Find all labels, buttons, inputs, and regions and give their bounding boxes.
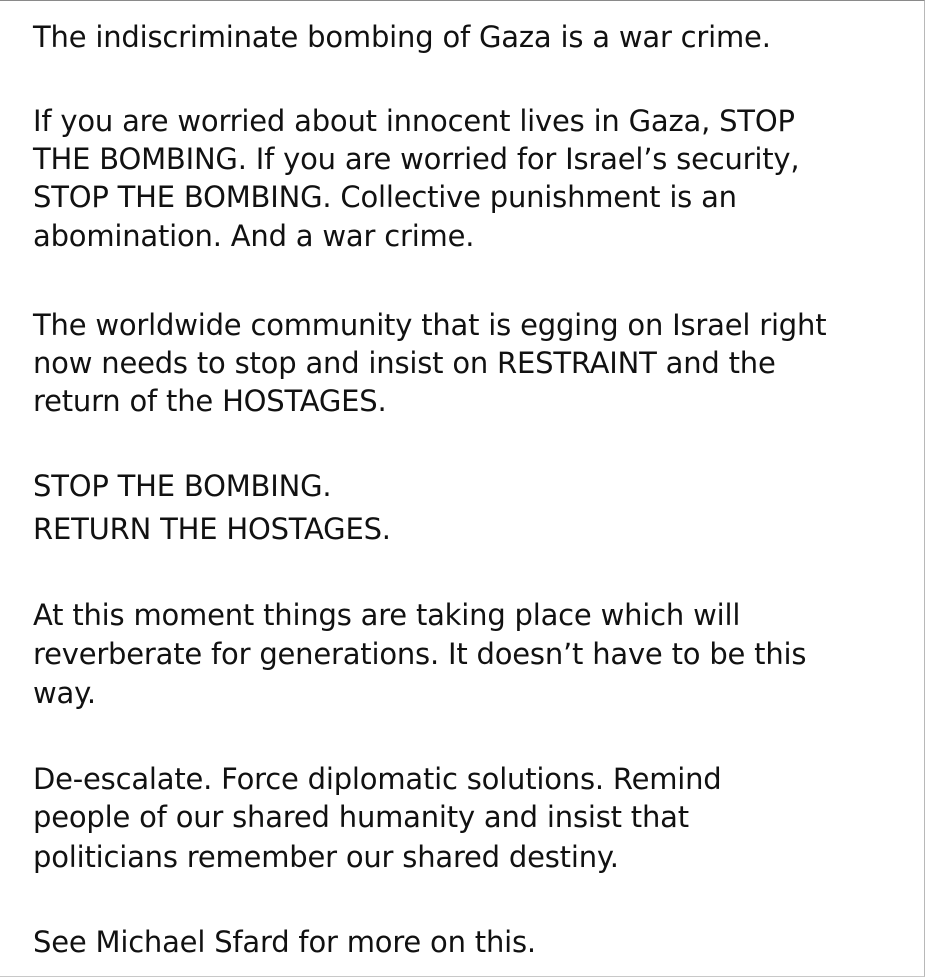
paragraph-6-line-3: politicians remember our shared destiny. [33,840,619,874]
paragraph-3-line-3: return of the HOSTAGES. [33,384,387,418]
paragraph-7-line-1: See Michael Sfard for more on this. [33,925,536,959]
paragraph-6-line-2: people of our shared humanity and insist that [33,800,689,834]
paragraph-5-line-1: At this moment things are taking place which will [33,598,741,632]
paragraph-5-line-3: way. [33,676,96,710]
paragraph-2-line-4: abomination. And a war crime. [33,219,475,253]
paragraph-4-line-1: STOP THE BOMBING. [33,469,332,503]
paragraph-3-line-2: now needs to stop and insist on RESTRAINT and the [33,346,776,380]
paragraph-2-line-3: STOP THE BOMBING. Collective punishment is an [33,180,737,214]
paragraph-2-line-2: THE BOMBING. If you are worried for Israel’s security, [33,142,800,176]
paragraph-4-line-2: RETURN THE HOSTAGES. [33,512,391,546]
paragraph-3-line-1: The worldwide community that is egging on Israel right [33,308,827,342]
paragraph-6-line-1: De-escalate. Force diplomatic solutions. Remind [33,762,722,796]
paragraph-2-line-1: If you are worried about innocent lives in Gaza, STOP [33,104,795,138]
paragraph-1-line-1: The indiscriminate bombing of Gaza is a war crime. [33,20,771,54]
paragraph-5-line-2: reverberate for generations. It doesn’t have to be this [33,637,807,671]
